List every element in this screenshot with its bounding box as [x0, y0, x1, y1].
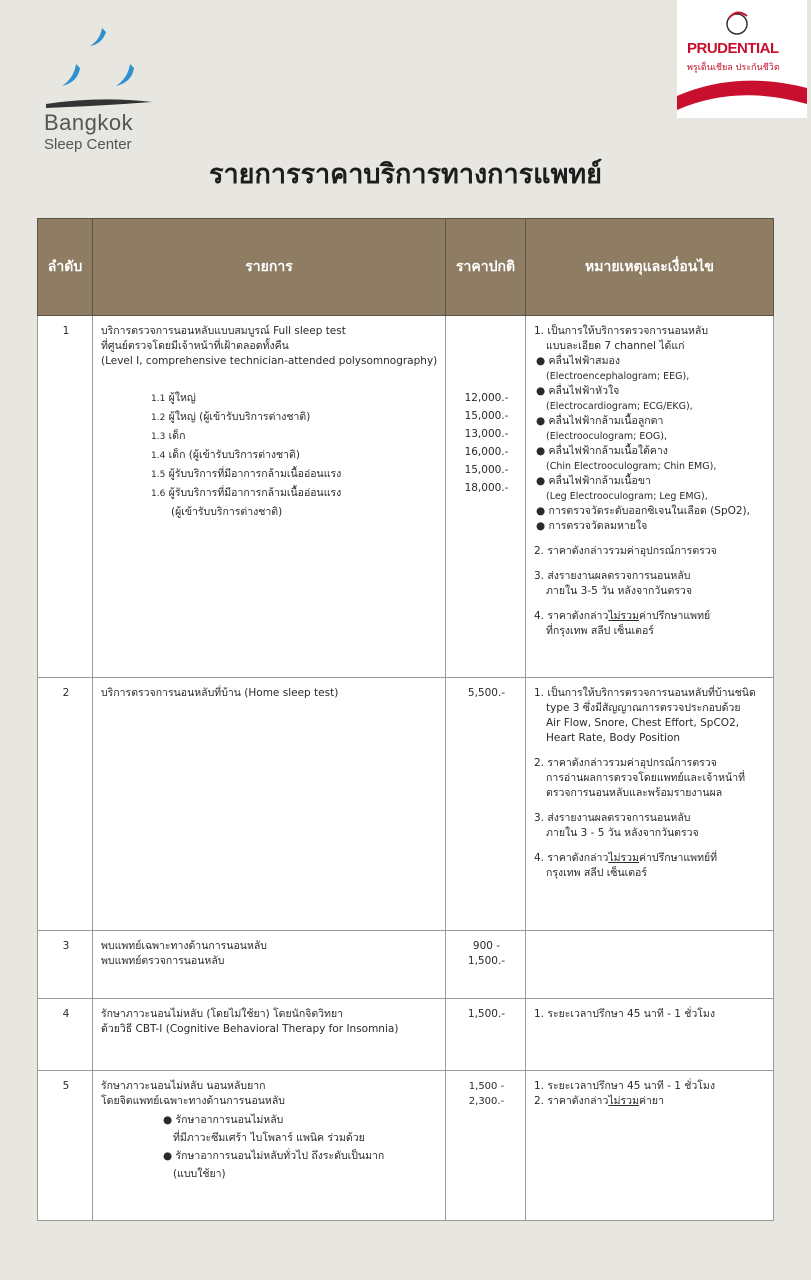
bangkok-sleep-center-logo	[40, 20, 160, 160]
note-line: 3. ส่งรายงานผลตรวจการนอนหลับ	[534, 570, 691, 582]
note-line: ตรวจการนอนหลับและพร้อมรายงานผล	[546, 787, 723, 799]
item-price: 900 - 1,500.-	[446, 931, 526, 999]
row-number: 4	[38, 999, 93, 1071]
note-bullet: ● การตรวจวัดระดับออกซิเจนในเลือด (SpO2),	[536, 505, 750, 517]
note-bullet: ● คลื่นไฟฟ้ากล้ามเนื้อใต้คาง	[536, 445, 668, 457]
header-item: รายการ	[93, 219, 446, 316]
item-price: 1,500 - 2,300.-	[446, 1071, 526, 1221]
header-no: ลำดับ	[38, 219, 93, 316]
item-notes: 1. ระยะเวลาปรึกษา 45 นาที - 1 ชั่วโมง	[526, 999, 774, 1071]
note-line: ภายใน 3-5 วัน หลังจากวันตรวจ	[546, 585, 692, 597]
table-row	[38, 678, 774, 931]
note-line: 2. ราคาดังกล่าวไม่รวมค่ายา	[534, 1095, 664, 1107]
note-bullet: ● คลื่นไฟฟ้าสมอง	[536, 355, 620, 367]
prudential-name: PRUDENTIAL	[687, 40, 779, 57]
header-price: ราคาปกติ	[446, 219, 526, 316]
item-description	[93, 1071, 446, 1221]
sub-bullets	[101, 1111, 439, 1183]
desc-line: รักษาภาวะนอนไม่หลับ (โดยไม่ใช้ยา) โดยนักจิตวิทยา	[101, 1008, 344, 1020]
item-price	[446, 316, 526, 678]
note-line: 4. ราคาดังกล่าวไม่รวมค่าปรึกษาแพทย์ที่	[534, 852, 718, 864]
note-line: กรุงเทพ สลีป เซ็นเตอร์	[546, 867, 647, 879]
note-bullet: ● คลื่นไฟฟ้ากล้ามเนื้อขา	[536, 475, 651, 487]
note-bullet: ● การตรวจวัดลมหายใจ	[536, 520, 648, 532]
sub-price: 15,000.-	[464, 464, 509, 476]
note-line: การอ่านผลการตรวจโดยแพทย์และเจ้าหน้าที่	[546, 772, 746, 784]
table-header-row	[38, 219, 774, 316]
sub-item: 1.6 ผู้รับบริการที่มีอาการกล้ามเนื้ออ่อนแรง	[151, 487, 342, 499]
sub-bullet: ● รักษาอาการนอนไม่หลับ	[163, 1114, 284, 1126]
sub-bullet: ● รักษาอาการนอนไม่หลับทั่วไป ถึงระดับเป็นมาก	[163, 1150, 385, 1162]
desc-line: พบแพทย์ตรวจการนอนหลับ	[101, 955, 225, 967]
item-price: 1,500.-	[446, 999, 526, 1071]
note-line: 1. เป็นการให้บริการตรวจการนอนหลับ	[534, 325, 709, 337]
page-title: รายการราคาบริการทางการแพทย์	[208, 159, 602, 190]
sub-price: 12,000.-	[464, 392, 509, 404]
table-row	[38, 316, 774, 678]
note-line: 2. ราคาดังกล่าวรวมค่าอุปกรณ์การตรวจ	[534, 757, 717, 769]
note-line: 4. ราคาดังกล่าวไม่รวมค่าปรึกษาแพทย์	[534, 610, 711, 622]
desc-line: พบแพทย์เฉพาะทางด้านการนอนหลับ	[101, 940, 267, 952]
sub-bullet-line: (แบบใช้ยา)	[173, 1168, 226, 1180]
table-row	[38, 931, 774, 999]
item-price: 5,500.-	[446, 678, 526, 931]
note-line: ที่กรุงเทพ สลีป เซ็นเตอร์	[546, 625, 654, 637]
note-line: (Electrooculogram; EOG),	[546, 431, 667, 442]
prudential-tagline: พรูเด็นเชียล ประกันชีวิต	[687, 63, 780, 73]
note-line: 1. เป็นการให้บริการตรวจการนอนหลับที่บ้านชนิด	[534, 687, 756, 699]
sub-price: 18,000.-	[464, 482, 509, 494]
row-number: 2	[38, 678, 93, 931]
desc-line: (Level I, comprehensive technician-attended polysomnography)	[101, 355, 438, 367]
item-notes	[526, 931, 774, 999]
note-line: (Leg Electrooculogram; Leg EMG),	[546, 491, 708, 502]
table-row	[38, 999, 774, 1071]
item-notes	[526, 678, 774, 931]
sub-item: 1.2 ผู้ใหญ่ (ผู้เข้ารับบริการต่างชาติ)	[151, 411, 311, 423]
desc-line: รักษาภาวะนอนไม่หลับ นอนหลับยาก	[101, 1080, 266, 1092]
sub-items	[101, 369, 439, 521]
sub-item: 1.3 เด็ก	[151, 430, 186, 442]
note-line: 2. ราคาดังกล่าวรวมค่าอุปกรณ์การตรวจ	[534, 545, 717, 557]
row-number: 1	[38, 316, 93, 678]
note-line: 3. ส่งรายงานผลตรวจการนอนหลับ	[534, 812, 691, 824]
item-description	[93, 316, 446, 678]
header-notes: หมายเหตุและเงื่อนไข	[526, 219, 774, 316]
sub-item: 1.5 ผู้รับบริการที่มีอาการกล้ามเนื้ออ่อนแรง	[151, 468, 342, 480]
note-line: (Chin Electrooculogram; Chin EMG),	[546, 461, 717, 472]
desc-line: ด้วยวิธี CBT-I (Cognitive Behavioral Therapy for Insomnia)	[101, 1023, 399, 1035]
sub-bullet-line: ที่มีภาวะซึมเศร้า ไบโพลาร์ แพนิค ร่วมด้วย	[173, 1132, 365, 1144]
price-table	[37, 218, 774, 1221]
item-description	[93, 931, 446, 999]
note-line: (Electroencephalogram; EEG),	[546, 371, 690, 382]
sub-item-extra: (ผู้เข้ารับบริการต่างชาติ)	[171, 506, 283, 518]
note-line: Heart Rate, Body Position	[546, 732, 681, 744]
brand-name-line2: Sleep Center	[44, 136, 132, 153]
item-description: บริการตรวจการนอนหลับที่บ้าน (Home sleep test)	[93, 678, 446, 931]
row-number: 5	[38, 1071, 93, 1221]
note-line: type 3 ซึ่งมีสัญญาณการตรวจประกอบด้วย	[546, 702, 741, 714]
prudential-swoosh-icon	[677, 0, 807, 118]
note-line: Air Flow, Snore, Chest Effort, SpCO2,	[546, 717, 740, 729]
brand-name-line1: Bangkok	[44, 110, 134, 135]
desc-line: ที่ศูนย์ตรวจโดยมีเจ้าหน้าที่เฝ้าตลอดทั้งคืน	[101, 340, 289, 352]
note-bullet: ● คลื่นไฟฟ้ากล้ามเนื้อลูกตา	[536, 415, 664, 427]
note-line: (Electrocardiogram; ECG/EKG),	[546, 401, 693, 412]
row-number: 3	[38, 931, 93, 999]
item-notes	[526, 1071, 774, 1221]
desc-line: บริการตรวจการนอนหลับแบบสมบูรณ์ Full sleep test	[101, 325, 346, 337]
sub-price: 15,000.-	[464, 410, 509, 422]
moon-logo-icon	[40, 20, 160, 110]
sub-price: 13,000.-	[464, 428, 509, 440]
sub-price: 16,000.-	[464, 446, 509, 458]
item-description	[93, 999, 446, 1071]
desc-line: โดยจิตแพทย์เฉพาะทางด้านการนอนหลับ	[101, 1095, 285, 1107]
note-line: แบบละเอียด 7 channel ได้แก่	[546, 340, 685, 352]
sub-item: 1.1 ผู้ใหญ่	[151, 392, 196, 404]
prudential-logo	[677, 0, 807, 118]
note-line: 1. ระยะเวลาปรึกษา 45 นาที - 1 ชั่วโมง	[534, 1080, 715, 1092]
item-notes	[526, 316, 774, 678]
sub-item: 1.4 เด็ก (ผู้เข้ารับบริการต่างชาติ)	[151, 449, 300, 461]
note-line: ภายใน 3 - 5 วัน หลังจากวันตรวจ	[546, 827, 699, 839]
table-row	[38, 1071, 774, 1221]
note-bullet: ● คลื่นไฟฟ้าหัวใจ	[536, 385, 620, 397]
